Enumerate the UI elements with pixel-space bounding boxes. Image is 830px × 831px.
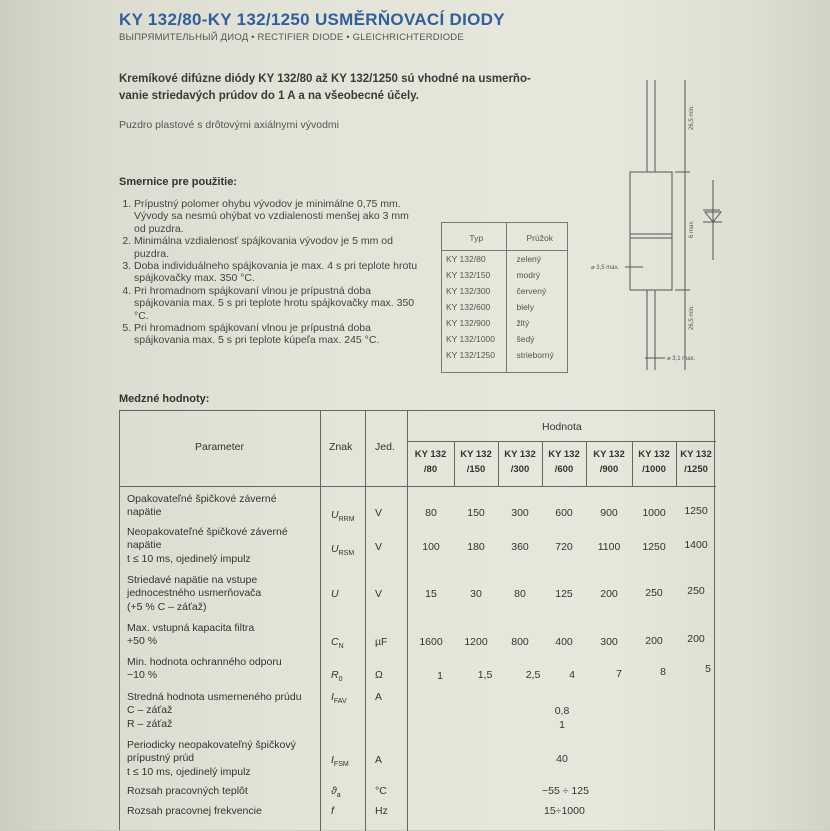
value-cell: 600 [555,507,573,519]
stripe-color: šedý [516,334,535,344]
value-cell: 1100 [597,541,621,553]
page-subtitle: ВЫПРЯМИТЕЛЬНЫЙ ДИОД • RECTIFIER DIODE • GLEICHRICHTERDIODE [119,32,464,43]
value-cell: 150 [467,507,485,519]
value-cell: 200 [645,635,663,647]
stripe-type: KY 132/1250 [446,350,495,360]
param-symbol: $ϑ_a$ [331,785,341,800]
value-cell: 1 [437,670,443,682]
guideline-item: 4. Pri hromadnom spájkovaní vlnou je prípustná doba spájkovania max. 5 s pri teplote hrotu spájkovačky max. 350 °C. [134,285,419,322]
param-name: Rozsah pracovných teplôt [127,785,248,797]
param-symbol: $U_{RSM}$ [331,543,355,558]
stripe-color: červený [516,286,547,296]
value-cell: 180 [467,541,485,553]
dim-top-label: 26,5 min. [689,105,695,130]
param-name: Stredná hodnota usmerneného prúdu C – záťaž R – záťaž [127,691,302,730]
value-cell: 80 [425,507,437,519]
value-cell: 1,5 [477,669,493,681]
stripe-type: KY 132/1000 [446,334,495,344]
value-cell: 40 [556,753,568,765]
value-cell: 1000 [642,507,666,519]
stripe-color: žltý [516,318,530,328]
guideline-item: 5. Pri hromadnom spájkovaní vlnou je prípustná doba spájkovania max. 5 s pri teplote kúpeľa max. 245 °C. [134,322,419,347]
param-unit: Ω [375,669,383,681]
row-divider [120,486,716,487]
dim-body-label: 6 max. [689,219,695,238]
param-symbol: $U_{RRM}$ [331,509,355,524]
value-cell: −55 ÷ 125 [542,785,589,797]
value-cell: 8 [660,666,666,678]
guideline-item: 2. Minimálna vzdialenosť spájkovania vývodov je 5 mm od puzdra. [134,235,419,260]
value-cell: 5 [705,663,711,675]
param-symbol: U [331,588,339,600]
dia-wire-label: ⌀ 3,5 max. [591,265,620,271]
table-row [441,347,568,363]
value-cell: 1200 [464,636,488,648]
intro-line-1: Kremíkové difúzne diódy KY 132/80 až KY 132/1250 sú vhodné na usmerňo- [119,73,531,85]
stripe-header-stripe: Prúžok [511,226,568,251]
table-row [441,283,568,299]
row-divider [407,441,716,442]
page-title: KY 132/80-KY 132/1250 USMĚRŇOVACÍ DIODY [119,10,505,29]
value-cell: 250 [687,585,705,597]
value-cell: 125 [555,588,573,600]
type-header: KY 132 /300 [504,449,536,475]
param-symbol: $C_N$ [331,636,344,651]
header-symbol: Znak [329,441,353,453]
param-name: Min. hodnota ochranného odporu −10 % [127,656,282,682]
value-cell: 1250 [684,505,708,517]
param-unit: V [375,588,383,600]
value-cell: 15 [425,588,437,600]
guideline-item: 1. Prípustný polomer ohybu vývodov je minimálne 0,75 mm. Vývody sa nesmú ohýbat vo vzdialenosti menšej ako 3 mm od puzdra. [134,198,419,235]
stripe-header-type: Typ [441,226,511,251]
param-name: Striedavé napätie na vstupe jednocestného usmerňovača (+5 % C – záťaž) [127,574,262,613]
header-parameter: Parameter [195,441,245,453]
value-cell: 250 [645,587,663,599]
value-cell: 200 [687,633,705,645]
guidelines-heading: Smernice pre použitie: [119,176,237,188]
param-name: Periodicky neopakovateľný špičkový prípustný prúd t ≤ 10 ms, ojedinelý impulz [127,739,296,778]
limits-heading: Medzné hodnoty: [119,393,210,405]
param-unit: V [375,507,383,519]
param-name: Max. vstupná kapacita filtra +50 % [127,622,255,648]
value-cell: 900 [600,507,618,519]
stripe-type: KY 132/80 [446,254,486,264]
stripe-type: KY 132/300 [446,286,491,296]
value-cell: 720 [555,541,573,553]
value-cell: 30 [470,588,482,600]
type-header: KY 132 /1000 [638,449,670,475]
dim-bottom-label: 26,5 min. [689,305,695,330]
header-unit: Jed. [375,441,395,453]
stripe-type: KY 132/900 [446,318,491,328]
intro-text [119,71,531,105]
value-cell: 360 [511,541,529,553]
diode-outline-drawing [585,60,725,390]
type-header: KY 132 /80 [414,449,447,475]
param-unit: Hz [375,805,388,817]
param-unit: A [375,691,383,703]
table-row [441,299,568,315]
value-cell: 15÷1000 [544,805,585,817]
stripe-color: modrý [516,270,541,280]
limits-table [119,410,715,830]
stripe-type: KY 132/150 [446,270,491,280]
param-unit: A [375,754,383,766]
stripe-color: zelený [516,254,542,264]
param-unit: V [375,541,383,553]
stripe-color: biely [516,302,534,312]
guideline-item: 3. Doba individuálneho spájkovania je max. 4 s pri teplote hrotu spájkovačky max. 350 °C. [134,260,419,285]
value-cell: 0,8 [554,705,570,717]
value-cell: 4 [569,669,575,681]
diode-body [630,172,672,290]
table-row [441,315,568,331]
col-divider [320,411,321,831]
header-value: Hodnota [542,421,582,433]
stripe-color: strieborný [516,350,554,360]
value-cell: 800 [511,636,529,648]
value-cell: 1600 [419,636,443,648]
table-row [441,267,568,283]
package-note: Puzdro plastové s drôtovými axiálnymi vývodmi [119,119,339,131]
type-header: KY 132 /900 [593,449,625,475]
param-symbol: $I_{FAV}$ [331,691,347,706]
value-cell: 80 [514,588,526,600]
value-cell: 300 [600,636,618,648]
stripe-table [441,226,568,363]
value-cell: 1250 [642,541,666,553]
value-cell: 1 [559,719,565,731]
type-header: KY 132 /600 [548,449,580,475]
value-cell: 100 [422,541,440,553]
value-cell: 1400 [684,539,708,551]
param-symbol: f [331,805,334,817]
value-cell: 7 [616,668,622,680]
param-unit: µF [375,636,388,648]
col-divider [365,411,366,831]
param-symbol: $I_{FSM}$ [331,754,349,769]
param-name: Neopakovateľné špičkové záverné napätie t ≤ 10 ms, ojedinelý impulz [127,526,288,565]
param-symbol: $R_0$ [331,669,343,684]
table-row [441,331,568,347]
value-cell: 400 [555,636,573,648]
stripe-type: KY 132/600 [446,302,491,312]
type-header: KY 132 /150 [460,449,492,475]
param-name: Opakovateľné špičkové záverné napätie [127,493,277,519]
value-cell: 200 [600,588,618,600]
param-unit: °C [375,785,387,797]
table-row [441,251,568,268]
dia-body-label: ⌀ 3,1 max. [667,356,696,362]
type-header: KY 132 /1250 [680,449,712,475]
intro-line-2: vanie striedavých prúdov do 1 A a na všeobecné účely. [119,90,419,102]
value-cell: 2,5 [525,669,541,681]
param-name: Rozsah pracovnej frekvencie [127,805,262,817]
guidelines-list [119,198,419,347]
value-cell: 300 [511,507,529,519]
